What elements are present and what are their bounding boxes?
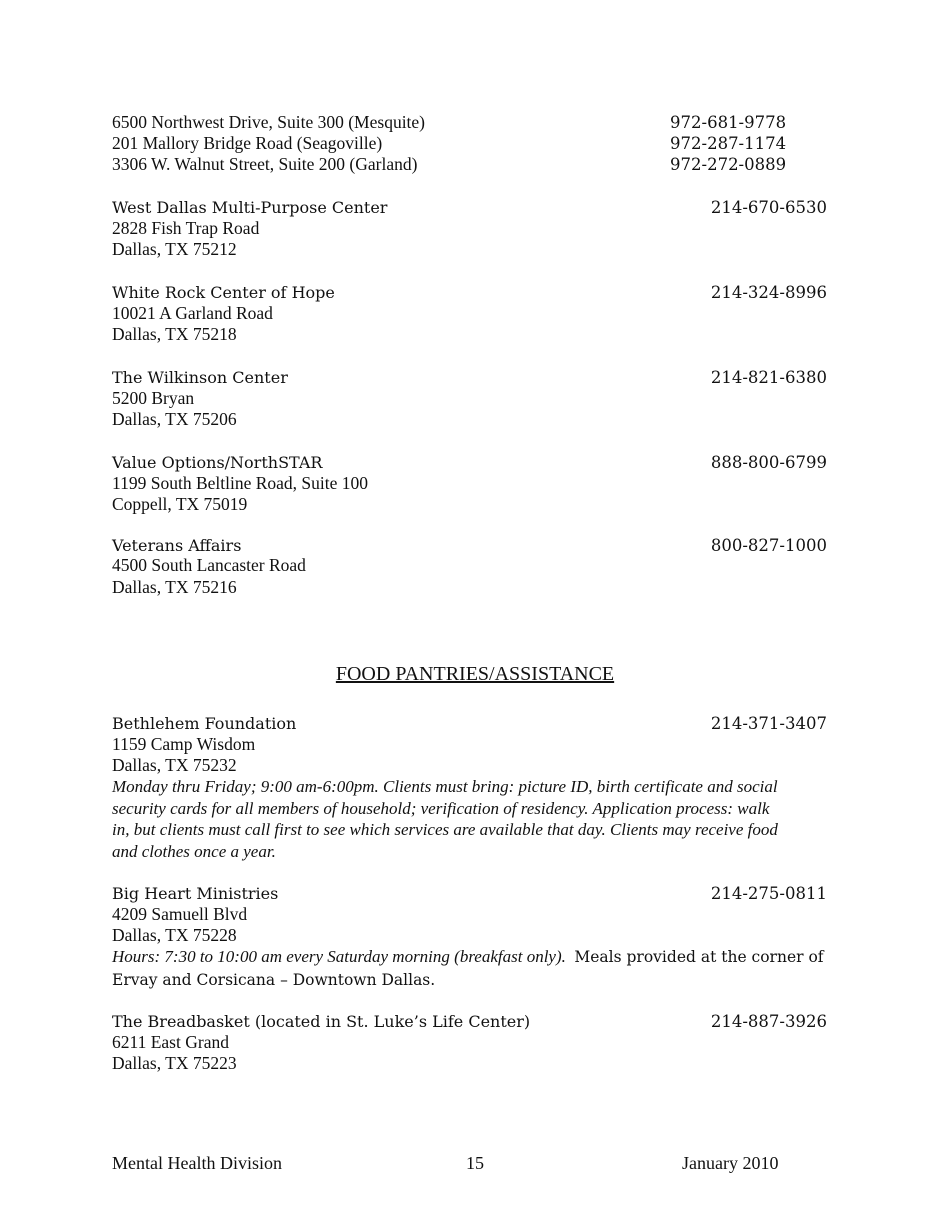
office-address: 3306 W. Walnut Street, Suite 200 (Garland): [112, 154, 418, 174]
entry-name: White Rock Center of Hope: [112, 283, 335, 302]
entry-phone: 214-324-8996: [710, 283, 827, 302]
footer-page-number: 15: [466, 1153, 484, 1173]
note-line: in, but clients must call first to see which services are available that day. Clients may receive food: [112, 820, 778, 839]
entry-note: [112, 946, 852, 991]
footer-date: January 2010: [682, 1153, 779, 1173]
note-location-2: Ervay and Corsicana – Downtown Dallas.: [112, 970, 436, 989]
note-line: Monday thru Friday; 9:00 am-6:00pm. Clients must bring: picture ID, birth certificate and social: [112, 777, 778, 796]
office-phone: 972-681-9778: [670, 113, 787, 132]
entry-street: 4500 South Lancaster Road: [112, 555, 306, 575]
note-line: [112, 969, 852, 992]
entry-name: West Dallas Multi-Purpose Center: [112, 198, 388, 217]
entry-phone: 800-827-1000: [710, 536, 827, 555]
entry-street: 10021 A Garland Road: [112, 303, 273, 323]
entry-street: 5200 Bryan: [112, 388, 195, 408]
entry-city: Dallas, TX 75218: [112, 324, 237, 344]
entry-name: Big Heart Ministries: [112, 884, 279, 903]
entry-city: Coppell, TX 75019: [112, 494, 248, 514]
entry-phone: 888-800-6799: [710, 453, 827, 472]
note-location: Meals provided at the corner of: [574, 948, 824, 966]
entry-city: Dallas, TX 75216: [112, 577, 237, 597]
office-address: 6500 Northwest Drive, Suite 300 (Mesquite): [112, 112, 426, 132]
entry-street: 6211 East Grand: [112, 1032, 229, 1052]
entry-city: Dallas, TX 75212: [112, 239, 237, 259]
entry-name: Veterans Affairs: [112, 536, 242, 555]
note-line: and clothes once a year.: [112, 841, 276, 861]
entry-name: Bethlehem Foundation: [112, 714, 297, 733]
entry-note: [112, 776, 842, 862]
entry-street: 1199 South Beltline Road, Suite 100: [112, 473, 369, 493]
entry-city: Dallas, TX 75232: [112, 755, 237, 775]
note-hours: Hours: 7:30 to 10:00 am every Saturday morning (breakfast only).: [112, 947, 566, 966]
entry-street: 1159 Camp Wisdom: [112, 734, 256, 754]
entry-city: Dallas, TX 75228: [112, 925, 237, 945]
note-line: [112, 946, 852, 969]
entry-name: Value Options/NorthSTAR: [112, 453, 323, 472]
entry-phone: 214-371-3407: [710, 714, 827, 733]
entry-phone: 214-275-0811: [710, 884, 827, 903]
office-phone: 972-287-1174: [670, 134, 787, 153]
entry-phone: 214-887-3926: [710, 1012, 827, 1031]
section-title: [0, 663, 950, 686]
office-phone: 972-272-0889: [670, 155, 787, 174]
office-address: 201 Mallory Bridge Road (Seagoville): [112, 133, 383, 153]
entry-city: Dallas, TX 75223: [112, 1053, 237, 1073]
entry-name: The Wilkinson Center: [112, 368, 288, 387]
entry-street: 2828 Fish Trap Road: [112, 218, 260, 238]
entry-name: The Breadbasket (located in St. Luke’s Life Center): [112, 1012, 531, 1031]
note-line: security cards for all members of household; verification of residency. Application process: walk: [112, 798, 770, 818]
footer-division: Mental Health Division: [112, 1153, 282, 1173]
entry-city: Dallas, TX 75206: [112, 409, 237, 429]
entry-phone: 214-821-6380: [710, 368, 827, 387]
entry-street: 4209 Samuell Blvd: [112, 904, 248, 924]
entry-phone: 214-670-6530: [710, 198, 827, 217]
section-title-text: FOOD PANTRIES/ASSISTANCE: [335, 663, 615, 685]
